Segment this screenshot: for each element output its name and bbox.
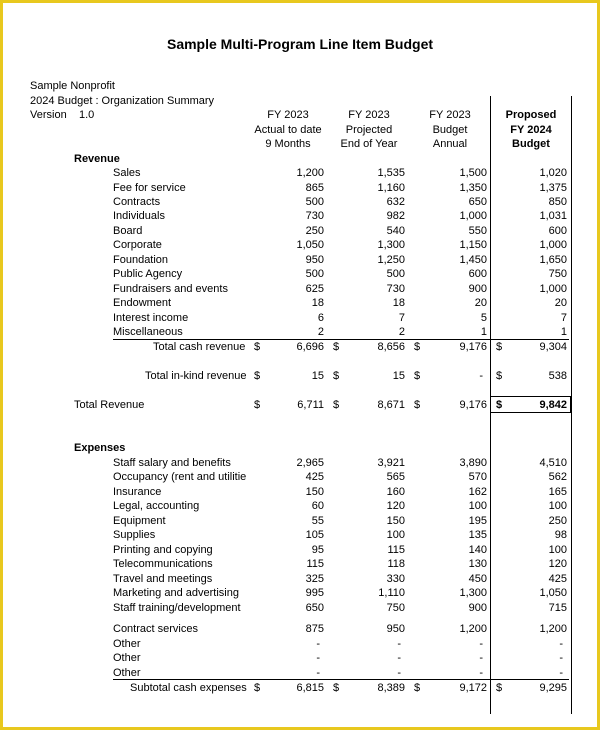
revenue-cell: 1,300 xyxy=(377,239,405,251)
expense-cell: 115 xyxy=(306,558,324,570)
revenue-cell: 18 xyxy=(392,297,405,309)
revenue-cell: 750 xyxy=(548,268,567,280)
revenue-cell: 1,650 xyxy=(539,254,567,266)
currency-symbol: $ xyxy=(414,682,421,694)
currency-symbol: $ xyxy=(254,370,261,382)
subtotal-expenses-cell: 9,172 xyxy=(459,682,487,694)
expense-cell: - xyxy=(316,638,320,650)
col4-header-2: FY 2024 xyxy=(510,124,552,136)
inkind-revenue-label: Total in-kind revenue xyxy=(145,370,247,382)
expense-row-label: Travel and meetings xyxy=(113,573,213,585)
currency-symbol: $ xyxy=(496,341,503,353)
revenue-row-label: Corporate xyxy=(113,239,162,251)
revenue-cell: 1,000 xyxy=(539,239,567,251)
revenue-cell: 632 xyxy=(386,196,405,208)
expense-cell: - xyxy=(479,652,483,664)
cash-revenue-label: Total cash revenue xyxy=(153,341,246,353)
expense-cell: 1,200 xyxy=(539,623,567,635)
revenue-cell: 1,250 xyxy=(377,254,405,266)
expense-row-label: Marketing and advertising xyxy=(113,587,239,599)
expense-row-label: Insurance xyxy=(113,486,162,498)
expenses-heading: Expenses xyxy=(74,442,126,454)
revenue-row-label: Foundation xyxy=(113,254,169,266)
col4-header-3: Budget xyxy=(512,138,550,150)
revenue-row-label: Public Agency xyxy=(113,268,183,280)
revenue-subtotal-rule xyxy=(113,339,569,340)
expense-cell: 95 xyxy=(311,544,324,556)
expense-cell: 1,050 xyxy=(539,587,567,599)
expense-row-label: Printing and copying xyxy=(113,544,213,556)
expense-cell: 950 xyxy=(386,623,405,635)
expense-cell: 100 xyxy=(548,500,567,512)
expense-cell: 60 xyxy=(311,500,324,512)
version-label: Version xyxy=(30,109,67,121)
col2-header-2: Projected xyxy=(345,124,393,136)
cash-revenue-cell: 6,696 xyxy=(296,341,324,353)
revenue-cell: 500 xyxy=(305,196,324,208)
revenue-row-label: Individuals xyxy=(113,210,165,222)
currency-symbol: $ xyxy=(496,682,503,694)
revenue-cell: 7 xyxy=(398,312,405,324)
revenue-cell: 500 xyxy=(386,268,405,280)
expense-cell: 162 xyxy=(468,486,487,498)
expense-cell: 995 xyxy=(305,587,324,599)
revenue-cell: 5 xyxy=(480,312,487,324)
expense-row-label: Other xyxy=(113,652,141,664)
inkind-revenue-cell: 15 xyxy=(311,370,324,382)
inkind-revenue-cell: - xyxy=(479,370,483,382)
org-name: Sample Nonprofit xyxy=(30,80,115,92)
revenue-cell: 1,350 xyxy=(459,182,487,194)
total-revenue-cell: 6,711 xyxy=(297,399,324,411)
expense-cell: - xyxy=(397,652,401,664)
currency-symbol: $ xyxy=(254,341,261,353)
currency-symbol: $ xyxy=(254,399,261,411)
revenue-cell: 1,450 xyxy=(459,254,487,266)
expense-row-label: Telecommunications xyxy=(113,558,213,570)
revenue-cell: 730 xyxy=(305,210,324,222)
expense-row-label: Contract services xyxy=(113,623,198,635)
expense-cell: - xyxy=(479,638,483,650)
currency-symbol: $ xyxy=(333,341,340,353)
expense-cell: 565 xyxy=(386,471,405,483)
revenue-cell: 1,500 xyxy=(459,167,487,179)
expense-row-label: Legal, accounting xyxy=(113,500,200,512)
expense-cell: 250 xyxy=(548,515,567,527)
total-revenue-label: Total Revenue xyxy=(74,399,145,411)
revenue-cell: 900 xyxy=(468,283,487,295)
revenue-row-label: Endowment xyxy=(113,297,172,309)
org-subtitle: 2024 Budget : Organization Summary xyxy=(30,95,215,107)
expense-cell: 135 xyxy=(468,529,487,541)
revenue-cell: 250 xyxy=(305,225,324,237)
expense-cell: 120 xyxy=(548,558,567,570)
expense-cell: 3,890 xyxy=(459,457,487,469)
col4-header-1: Proposed xyxy=(505,109,557,121)
revenue-cell: 6 xyxy=(317,312,324,324)
revenue-cell: 1,160 xyxy=(377,182,405,194)
expense-row-label: Staff training/development xyxy=(113,602,241,614)
revenue-cell: 600 xyxy=(548,225,567,237)
expense-row-label: Equipment xyxy=(113,515,166,527)
revenue-cell: 20 xyxy=(474,297,487,309)
expense-cell: 120 xyxy=(386,500,405,512)
expense-cell: - xyxy=(479,667,483,679)
currency-symbol: $ xyxy=(414,399,421,411)
currency-symbol: $ xyxy=(496,399,503,411)
expense-cell: - xyxy=(559,652,563,664)
expense-cell: 425 xyxy=(548,573,567,585)
expense-cell: 750 xyxy=(386,602,405,614)
expense-row-label: Supplies xyxy=(113,529,156,541)
expense-cell: - xyxy=(559,667,563,679)
expense-cell: - xyxy=(316,652,320,664)
col2-header-3: End of Year xyxy=(340,138,398,150)
revenue-cell: 950 xyxy=(305,254,324,266)
expense-cell: 330 xyxy=(386,573,405,585)
expense-cell: 115 xyxy=(387,544,405,556)
expense-cell: 150 xyxy=(305,486,324,498)
revenue-row-label: Fee for service xyxy=(113,182,186,194)
expense-cell: 105 xyxy=(305,529,324,541)
revenue-cell: 1,000 xyxy=(459,210,487,222)
revenue-row-label: Fundraisers and events xyxy=(113,283,228,295)
expense-cell: 4,510 xyxy=(539,457,567,469)
expense-cell: 1,200 xyxy=(459,623,487,635)
version-value: 1.0 xyxy=(79,109,95,121)
revenue-heading: Revenue xyxy=(74,153,120,165)
expense-cell: - xyxy=(397,667,401,679)
subtotal-expenses-cell: 6,815 xyxy=(296,682,324,694)
revenue-cell: 1,020 xyxy=(539,167,567,179)
revenue-cell: 7 xyxy=(560,312,567,324)
revenue-cell: 18 xyxy=(311,297,324,309)
expense-cell: 100 xyxy=(386,529,405,541)
cash-revenue-cell: 8,656 xyxy=(377,341,405,353)
expense-cell: 425 xyxy=(305,471,324,483)
expense-cell: 650 xyxy=(305,602,324,614)
currency-symbol: $ xyxy=(333,370,340,382)
revenue-cell: 1,050 xyxy=(296,239,324,251)
revenue-cell: 1 xyxy=(480,326,487,338)
revenue-cell: 1,375 xyxy=(539,182,567,194)
expense-cell: 98 xyxy=(554,529,567,541)
col2-header-1: FY 2023 xyxy=(348,109,390,121)
revenue-cell: 1,535 xyxy=(377,167,405,179)
revenue-row-label: Sales xyxy=(113,167,141,179)
expense-row-label: Occupancy (rent and utilitie xyxy=(113,471,247,483)
currency-symbol: $ xyxy=(333,682,340,694)
revenue-cell: 600 xyxy=(468,268,487,280)
revenue-cell: 1,031 xyxy=(539,210,567,222)
subtotal-expenses-label: Subtotal cash expenses xyxy=(130,682,247,694)
expense-cell: 2,965 xyxy=(296,457,324,469)
subtotal-expenses-cell: 8,389 xyxy=(377,682,405,694)
currency-symbol: $ xyxy=(254,682,261,694)
col1-header-1: FY 2023 xyxy=(267,109,309,121)
revenue-cell: 730 xyxy=(386,283,405,295)
expense-cell: 3,921 xyxy=(377,457,405,469)
expense-cell: - xyxy=(316,667,320,679)
expense-cell: 165 xyxy=(548,486,567,498)
revenue-cell: 500 xyxy=(305,268,324,280)
col1-header-2: Actual to date xyxy=(254,124,322,136)
page-title: Sample Multi-Program Line Item Budget xyxy=(166,36,434,52)
revenue-cell: 550 xyxy=(468,225,487,237)
cash-revenue-cell: 9,176 xyxy=(459,341,487,353)
expense-cell: 325 xyxy=(305,573,324,585)
revenue-cell: 625 xyxy=(305,283,324,295)
expense-cell: - xyxy=(397,638,401,650)
expense-cell: 160 xyxy=(386,486,405,498)
revenue-cell: 982 xyxy=(386,210,405,222)
revenue-cell: 1,200 xyxy=(296,167,324,179)
revenue-row-label: Board xyxy=(113,225,143,237)
inkind-revenue-cell: 15 xyxy=(392,370,405,382)
revenue-cell: 865 xyxy=(305,182,324,194)
expense-cell: 715 xyxy=(548,602,567,614)
total-revenue-cell: 8,671 xyxy=(377,399,405,411)
inkind-revenue-cell: 538 xyxy=(548,370,567,382)
currency-symbol: $ xyxy=(333,399,340,411)
revenue-cell: 1 xyxy=(560,326,567,338)
expense-cell: 55 xyxy=(311,515,324,527)
proposed-column-left-rule xyxy=(490,96,491,714)
revenue-cell: 2 xyxy=(398,326,405,338)
expense-cell: 570 xyxy=(468,471,487,483)
expense-row-label: Other xyxy=(113,667,141,679)
expense-cell: 118 xyxy=(387,558,405,570)
expense-cell: 100 xyxy=(548,544,567,556)
total-revenue-cell: 9,176 xyxy=(459,399,487,411)
currency-symbol: $ xyxy=(496,370,503,382)
revenue-cell: 540 xyxy=(386,225,405,237)
expense-cell: 195 xyxy=(468,515,487,527)
revenue-row-label: Miscellaneous xyxy=(113,326,183,338)
expense-cell: 1,300 xyxy=(459,587,487,599)
currency-symbol: $ xyxy=(414,370,421,382)
revenue-cell: 1,150 xyxy=(459,239,487,251)
col3-header-2: Budget xyxy=(432,124,468,136)
subtotal-expenses-cell: 9,295 xyxy=(539,682,567,694)
total-revenue-cell: 9,842 xyxy=(539,399,567,411)
revenue-cell: 850 xyxy=(548,196,567,208)
col3-header-1: FY 2023 xyxy=(429,109,471,121)
revenue-row-label: Interest income xyxy=(113,312,189,324)
cash-revenue-cell: 9,304 xyxy=(539,341,567,353)
col1-header-3: 9 Months xyxy=(265,138,311,150)
currency-symbol: $ xyxy=(414,341,421,353)
expense-cell: 150 xyxy=(386,515,405,527)
proposed-column-right-rule xyxy=(571,96,572,714)
expense-cell: 900 xyxy=(468,602,487,614)
revenue-row-label: Contracts xyxy=(113,196,161,208)
expense-cell: - xyxy=(559,638,563,650)
expense-row-label: Staff salary and benefits xyxy=(113,457,231,469)
expense-subtotal-rule xyxy=(113,679,569,680)
revenue-cell: 1,000 xyxy=(539,283,567,295)
revenue-cell: 2 xyxy=(317,326,324,338)
revenue-cell: 20 xyxy=(554,297,567,309)
expense-cell: 562 xyxy=(548,471,567,483)
expense-cell: 130 xyxy=(468,558,487,570)
expense-cell: 450 xyxy=(468,573,487,585)
expense-cell: 1,110 xyxy=(378,587,405,599)
col3-header-3: Annual xyxy=(432,138,468,150)
expense-cell: 140 xyxy=(468,544,487,556)
expense-cell: 875 xyxy=(305,623,324,635)
revenue-cell: 650 xyxy=(468,196,487,208)
expense-cell: 100 xyxy=(468,500,487,512)
expense-row-label: Other xyxy=(113,638,141,650)
